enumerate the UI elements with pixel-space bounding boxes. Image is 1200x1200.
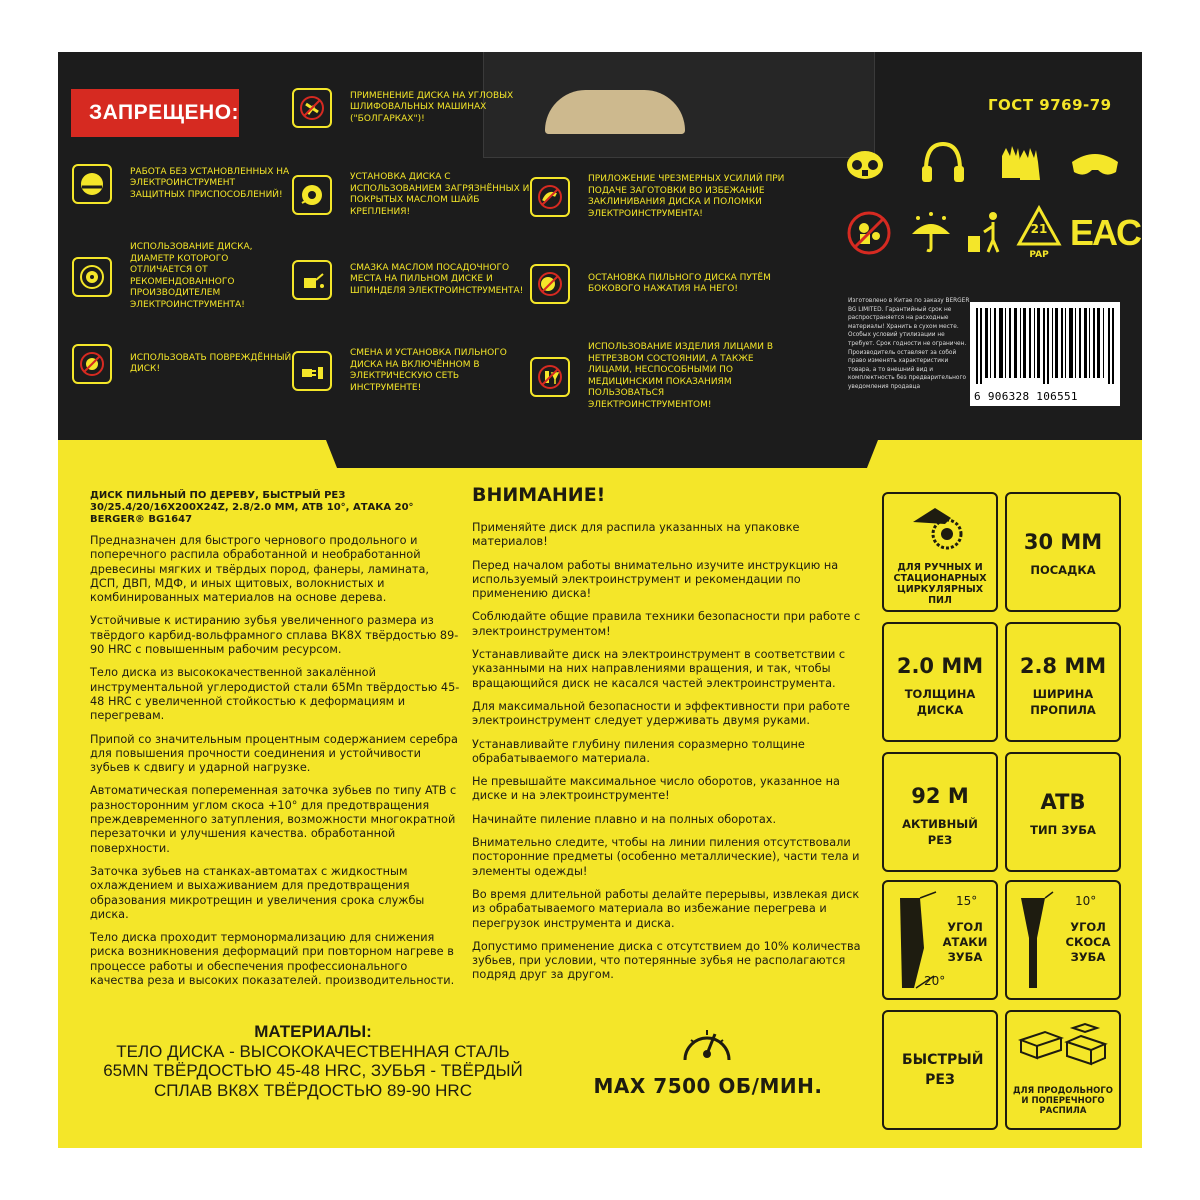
warning-item: [72, 344, 292, 384]
warning-text: ИСПОЛЬЗОВАНИЕ ИЗДЕЛИЯ ЛИЦАМИ В НЕТРЕЗВОМ СОСТОЯНИИ, А ТАКЖЕ ЛИЦАМИ, НЕСПОСОБНЫМИ ПО МЕДИЦИНСКИМ ПОКАЗАНИЯМ ПОЛЬЗОВАТЬСЯ ЭЛЕКТРОИНСТРУМЕНТОМ!: [588, 342, 774, 410]
spec-bevel-angle-box: [1005, 880, 1121, 1000]
recycle-code: 21: [1030, 222, 1048, 236]
description-paragraph: Устойчивые к истиранию зубья увеличенного размера из твёрдого карбид-вольфрамного сплава ВК8Х твёрдостью 89-90 HRC с повышенным рабочим ресурсом.: [90, 614, 459, 657]
warning-item: [292, 348, 532, 394]
spec-cut-value: 92 М: [911, 784, 969, 808]
spec-cut-types-box: [1005, 1010, 1121, 1130]
ear-protection-icon: [918, 138, 968, 192]
attention-paragraph: Устанавливайте диск на электроинструмент в соответствии с указанными на них направлениями вращения, и так, чтобы вращающийся диск не касался частей электроинструмента.: [472, 648, 846, 690]
barcode-number: 6 906328 106551: [974, 390, 1078, 403]
attention-paragraph: Перед началом работы внимательно изучите инструкцию на используемый электроинструмент и рекомендации по применению диска!: [472, 558, 839, 601]
description-paragraph: Тело диска из высококачественной закалённой инструментальной углеродистой стали 65Mn твёрдостью 45-48 HRC с увеличенной стойкостью к деформациям и перегревам.: [90, 666, 460, 723]
tooth-bevel-diagram: [1015, 888, 1055, 994]
saw-without-guard-icon: [72, 164, 112, 204]
materials-line: СПЛАВ ВК8X ТВЁРДОСТЬЮ 89-90 HRC: [153, 1080, 472, 1100]
warning-panel: [58, 52, 1142, 440]
spec-bore-box: [1005, 492, 1121, 612]
dirty-washer-icon: [292, 175, 332, 215]
damaged-disc-icon: [72, 344, 112, 384]
product-name: ДИСК ПИЛЬНЫЙ ПО ДЕРЕВУ, БЫСТРЫЙ РЕЗ: [90, 490, 346, 501]
warning-text: УСТАНОВКА ДИСКА С ИСПОЛЬЗОВАНИЕМ ЗАГРЯЗНЁННЫХ И ПОКРЫТЫХ МАСЛОМ ШАЙБ КРЕПЛЕНИЯ!: [350, 172, 530, 217]
attention-title: ВНИМАНИЕ!: [472, 484, 606, 506]
dispose-icon: [960, 208, 1010, 262]
recycle-label: PAP: [1029, 250, 1049, 260]
spec-tool-label: ДЛЯ РУЧНЫХ И СТАЦИОНАРНЫХ ЦИРКУЛЯРНЫХ ПИЛ: [893, 562, 987, 606]
description-paragraph: Предназначен для быстрого чернового продольного и поперечного распила обработанной и необработанной древесины мягких и твёрдых пород, фанеры, ламината, ДСП, ДВП, МДФ, и иных щитовых, волокнистых и комбинированных материалов на основе дерева.: [90, 534, 429, 605]
alcohol-icon: [530, 357, 570, 397]
goggles-icon: [1070, 138, 1120, 192]
warning-text: ПРИЛОЖЕНИЕ ЧРЕЗМЕРНЫХ УСИЛИЙ ПРИ ПОДАЧЕ ЗАГОТОВКИ ВО ИЗБЕЖАНИЕ ЗАКЛИНИВАНИЯ ДИСКА И ПОЛОМКИ ЭЛЕКТРОИНСТРУМЕНТА!: [588, 174, 785, 219]
box-flap: [326, 440, 878, 468]
keep-from-children-icon: [844, 208, 894, 262]
spec-kerf-value: 2.8 ММ: [1019, 654, 1107, 678]
barcode-bars: [976, 308, 1114, 384]
gost-standard: ГОСТ 9769-79: [988, 96, 1112, 114]
description-paragraph: Заточка зубьев на станках-автоматах с жидкостным охлаждением и выхаживанием для предотвращения образования микротрещин и увеличения срока службы диска.: [90, 864, 425, 921]
warning-item: [530, 342, 790, 411]
spec-tool-box: [882, 492, 998, 612]
angle-grinder-icon: [292, 88, 332, 128]
respirator-icon: [840, 138, 890, 192]
attention-paragraph: Для максимальной безопасности и эффективности при работе электроинструмент следует удерживать двумя руками.: [472, 699, 851, 728]
warning-item: [292, 260, 532, 300]
warning-text: ОСТАНОВКА ПИЛЬНОГО ДИСКА ПУТЁМ БОКОВОГО НАЖАТИЯ НА НЕГО!: [588, 272, 771, 294]
hang-tab: [483, 52, 875, 158]
spec-cut-box: [882, 752, 998, 872]
attention-section: [472, 484, 862, 992]
attention-paragraph: Соблюдайте общие правила техники безопасности при работе с электроинструментом!: [472, 610, 861, 638]
product-model: BERGER® BG1647: [90, 514, 193, 525]
warning-text: СМАЗКА МАСЛОМ ПОСАДОЧНОГО МЕСТА НА ПИЛЬНОМ ДИСКЕ И ШПИНДЕЛЯ ЭЛЕКТРОИНСТРУМЕНТА!: [350, 262, 524, 296]
attention-paragraph: Применяйте диск для распила указанных на упаковке материалов!: [472, 521, 800, 549]
attention-paragraph: Внимательно следите, чтобы на линии пиления отсутствовали посторонние предметы (особенно металлические), части тела и элементы одежды!: [472, 836, 860, 878]
warning-text: ИСПОЛЬЗОВАНИЕ ДИСКА, ДИАМЕТР КОТОРОГО ОТЛИЧАЕТСЯ ОТ РЕКОМЕНДОВАННОГО ПРОИЗВОДИТЕЛЕМ ЭЛЕКТРОИНСТРУМЕНТА!: [130, 242, 253, 310]
materials-title: МАТЕРИАЛЫ:: [254, 1022, 372, 1041]
prohibited-banner: ЗАПРЕЩЕНО:: [71, 89, 239, 137]
spec-bore-label: ПОСАДКА: [1030, 563, 1096, 577]
circular-saw-icon: [905, 500, 975, 556]
description-paragraph: Припой со значительным процентным содержанием серебра для повышения прочности соединения и устойчивости зубьев к сдвигу и ударной нагрузке.: [90, 732, 458, 775]
warning-text: РАБОТА БЕЗ УСТАНОВЛЕННЫХ НА ЭЛЕКТРОИНСТРУМЕНТ ЗАЩИТНЫХ ПРИСПОСОБЛЕНИЙ!: [130, 166, 290, 200]
spec-attack-bottom-angle: 20°: [924, 974, 946, 988]
attention-paragraph: Устанавливайте глубину пиления соразмерно толщине обрабатываемого материала.: [472, 737, 805, 765]
gloves-icon: [996, 138, 1046, 192]
spec-kerf-box: [1005, 622, 1121, 742]
product-description: [90, 490, 460, 997]
materials-block: [98, 1022, 528, 1100]
spec-tooth-label: ТИП ЗУБА: [1030, 823, 1096, 837]
oil-can-icon: [292, 260, 332, 300]
materials-line: ТЕЛО ДИСКА - ВЫСОКОКАЧЕСТВЕННАЯ СТАЛЬ: [116, 1041, 510, 1061]
warning-item: [72, 164, 292, 204]
package-back: [58, 52, 1142, 1148]
spec-tooth-value: ATB: [1040, 790, 1086, 814]
warning-item: [72, 242, 292, 311]
warning-item: [530, 174, 790, 220]
side-pressure-icon: [530, 264, 570, 304]
attention-paragraph: Начинайте пиление плавно и на полных оборотах.: [472, 812, 777, 826]
wood-blocks-icon: [1015, 1020, 1111, 1080]
spec-bevel-label: УГОЛ СКОСА ЗУБА: [1065, 920, 1111, 964]
product-heading: [90, 490, 460, 526]
wrong-diameter-disc-icon: [72, 257, 112, 297]
spec-fast-cut-box: [882, 1010, 998, 1130]
barcode: [970, 302, 1120, 406]
attention-paragraph: Во время длительной работы делайте перерывы, извлекая диск из обрабатываемого материала во избежание перегрева и перегрузок инструмента и диска.: [472, 887, 860, 930]
description-paragraph: Автоматическая попеременная заточка зубьев по типу ATB с разносторонним углом скоса +10° для предотвращения преждевременного затупления, возможности многократной перезаточки и улучшения качества. обработанной поверхности.: [90, 784, 457, 855]
spec-bore-value: 30 ММ: [1023, 530, 1103, 554]
warning-item: [530, 264, 790, 304]
hang-hole: [545, 90, 685, 134]
spec-attack-top-angle: 15°: [956, 894, 978, 908]
spec-tooth-box: [1005, 752, 1121, 872]
warning-text: ИСПОЛЬЗОВАТЬ ПОВРЕЖДЁННЫЙ ДИСК!: [130, 352, 292, 374]
description-paragraph: Тело диска проходит термонормализацию для снижения риска возникновения деформаций при повторном нагреве в процессе работы и обеспечения профессионального качества реза и высоких показателей. производительности.: [90, 931, 455, 988]
attention-paragraph: Не превышайте максимальное число оборотов, указанное на диске и на электроинструменте!: [472, 775, 840, 803]
product-size: 30/25.4/20/16X200X24Z, 2.8/2.0 ММ, ATB 10°, АТАКА 20°: [90, 502, 414, 513]
max-rpm: MAX 7500 ОБ/МИН.: [593, 1074, 823, 1098]
spec-thickness-label: ТОЛЩИНА ДИСКА: [904, 687, 976, 717]
recycle-pap-21-icon: [1014, 204, 1064, 258]
spec-thickness-box: [882, 622, 998, 742]
spec-fast-label: БЫСТРЫЙ РЕЗ: [902, 1052, 984, 1088]
speedometer-icon: [679, 1020, 735, 1070]
warning-item: [292, 88, 532, 128]
excessive-force-icon: [530, 177, 570, 217]
warning-item: [292, 172, 532, 218]
materials-line: 65MN ТВЁРДОСТЬЮ 45-48 HRC, ЗУБЬЯ - ТВЁРДЫЙ: [103, 1061, 523, 1080]
attention-paragraph: Допустимо применение диска с отсутствием до 10% количества зубьев, при условии, что потерянные зубья не располагаются подряд друг за другом.: [472, 939, 861, 982]
spec-attack-label: УГОЛ АТАКИ ЗУБА: [942, 920, 988, 964]
plugged-in-icon: [292, 351, 332, 391]
eac-mark-icon: EAC: [1070, 212, 1141, 253]
manufacturer-info: Изготовлено в Китае по заказу BERGER BG LIMITED. Гарантийный срок не распространяется на расходные материалы! Хранить в сухом месте. Особых условий утилизации не требует. Срок годности не ограничен. Производитель оставляет за собой право изменять характеристики товара, а то внешний вид и комплектность без предварительного уведомления продавца: [848, 298, 970, 390]
spec-bevel-angle: 10°: [1075, 894, 1097, 908]
warning-text: СМЕНА И УСТАНОВКА ПИЛЬНОГО ДИСКА НА ВКЛЮЧЁННОМ В ЭЛЕКТРИЧЕСКУЮ СЕТЬ ИНСТРУМЕНТЕ!: [350, 348, 507, 393]
spec-cuts-label: ДЛЯ ПРОДОЛЬНОГО И ПОПЕРЕЧНОГО РАСПИЛА: [1012, 1086, 1114, 1116]
spec-thickness-value: 2.0 ММ: [896, 654, 984, 678]
spec-attack-angle-box: [882, 880, 998, 1000]
spec-cut-label: АКТИВНЫЙ РЕЗ: [902, 817, 978, 847]
spec-kerf-label: ШИРИНА ПРОПИЛА: [1030, 687, 1096, 717]
keep-dry-icon: [906, 208, 956, 262]
warning-text: ПРИМЕНЕНИЕ ДИСКА НА УГЛОВЫХ ШЛИФОВАЛЬНЫХ МАШИНАХ ("БОЛГАРКАХ")!: [350, 90, 514, 124]
